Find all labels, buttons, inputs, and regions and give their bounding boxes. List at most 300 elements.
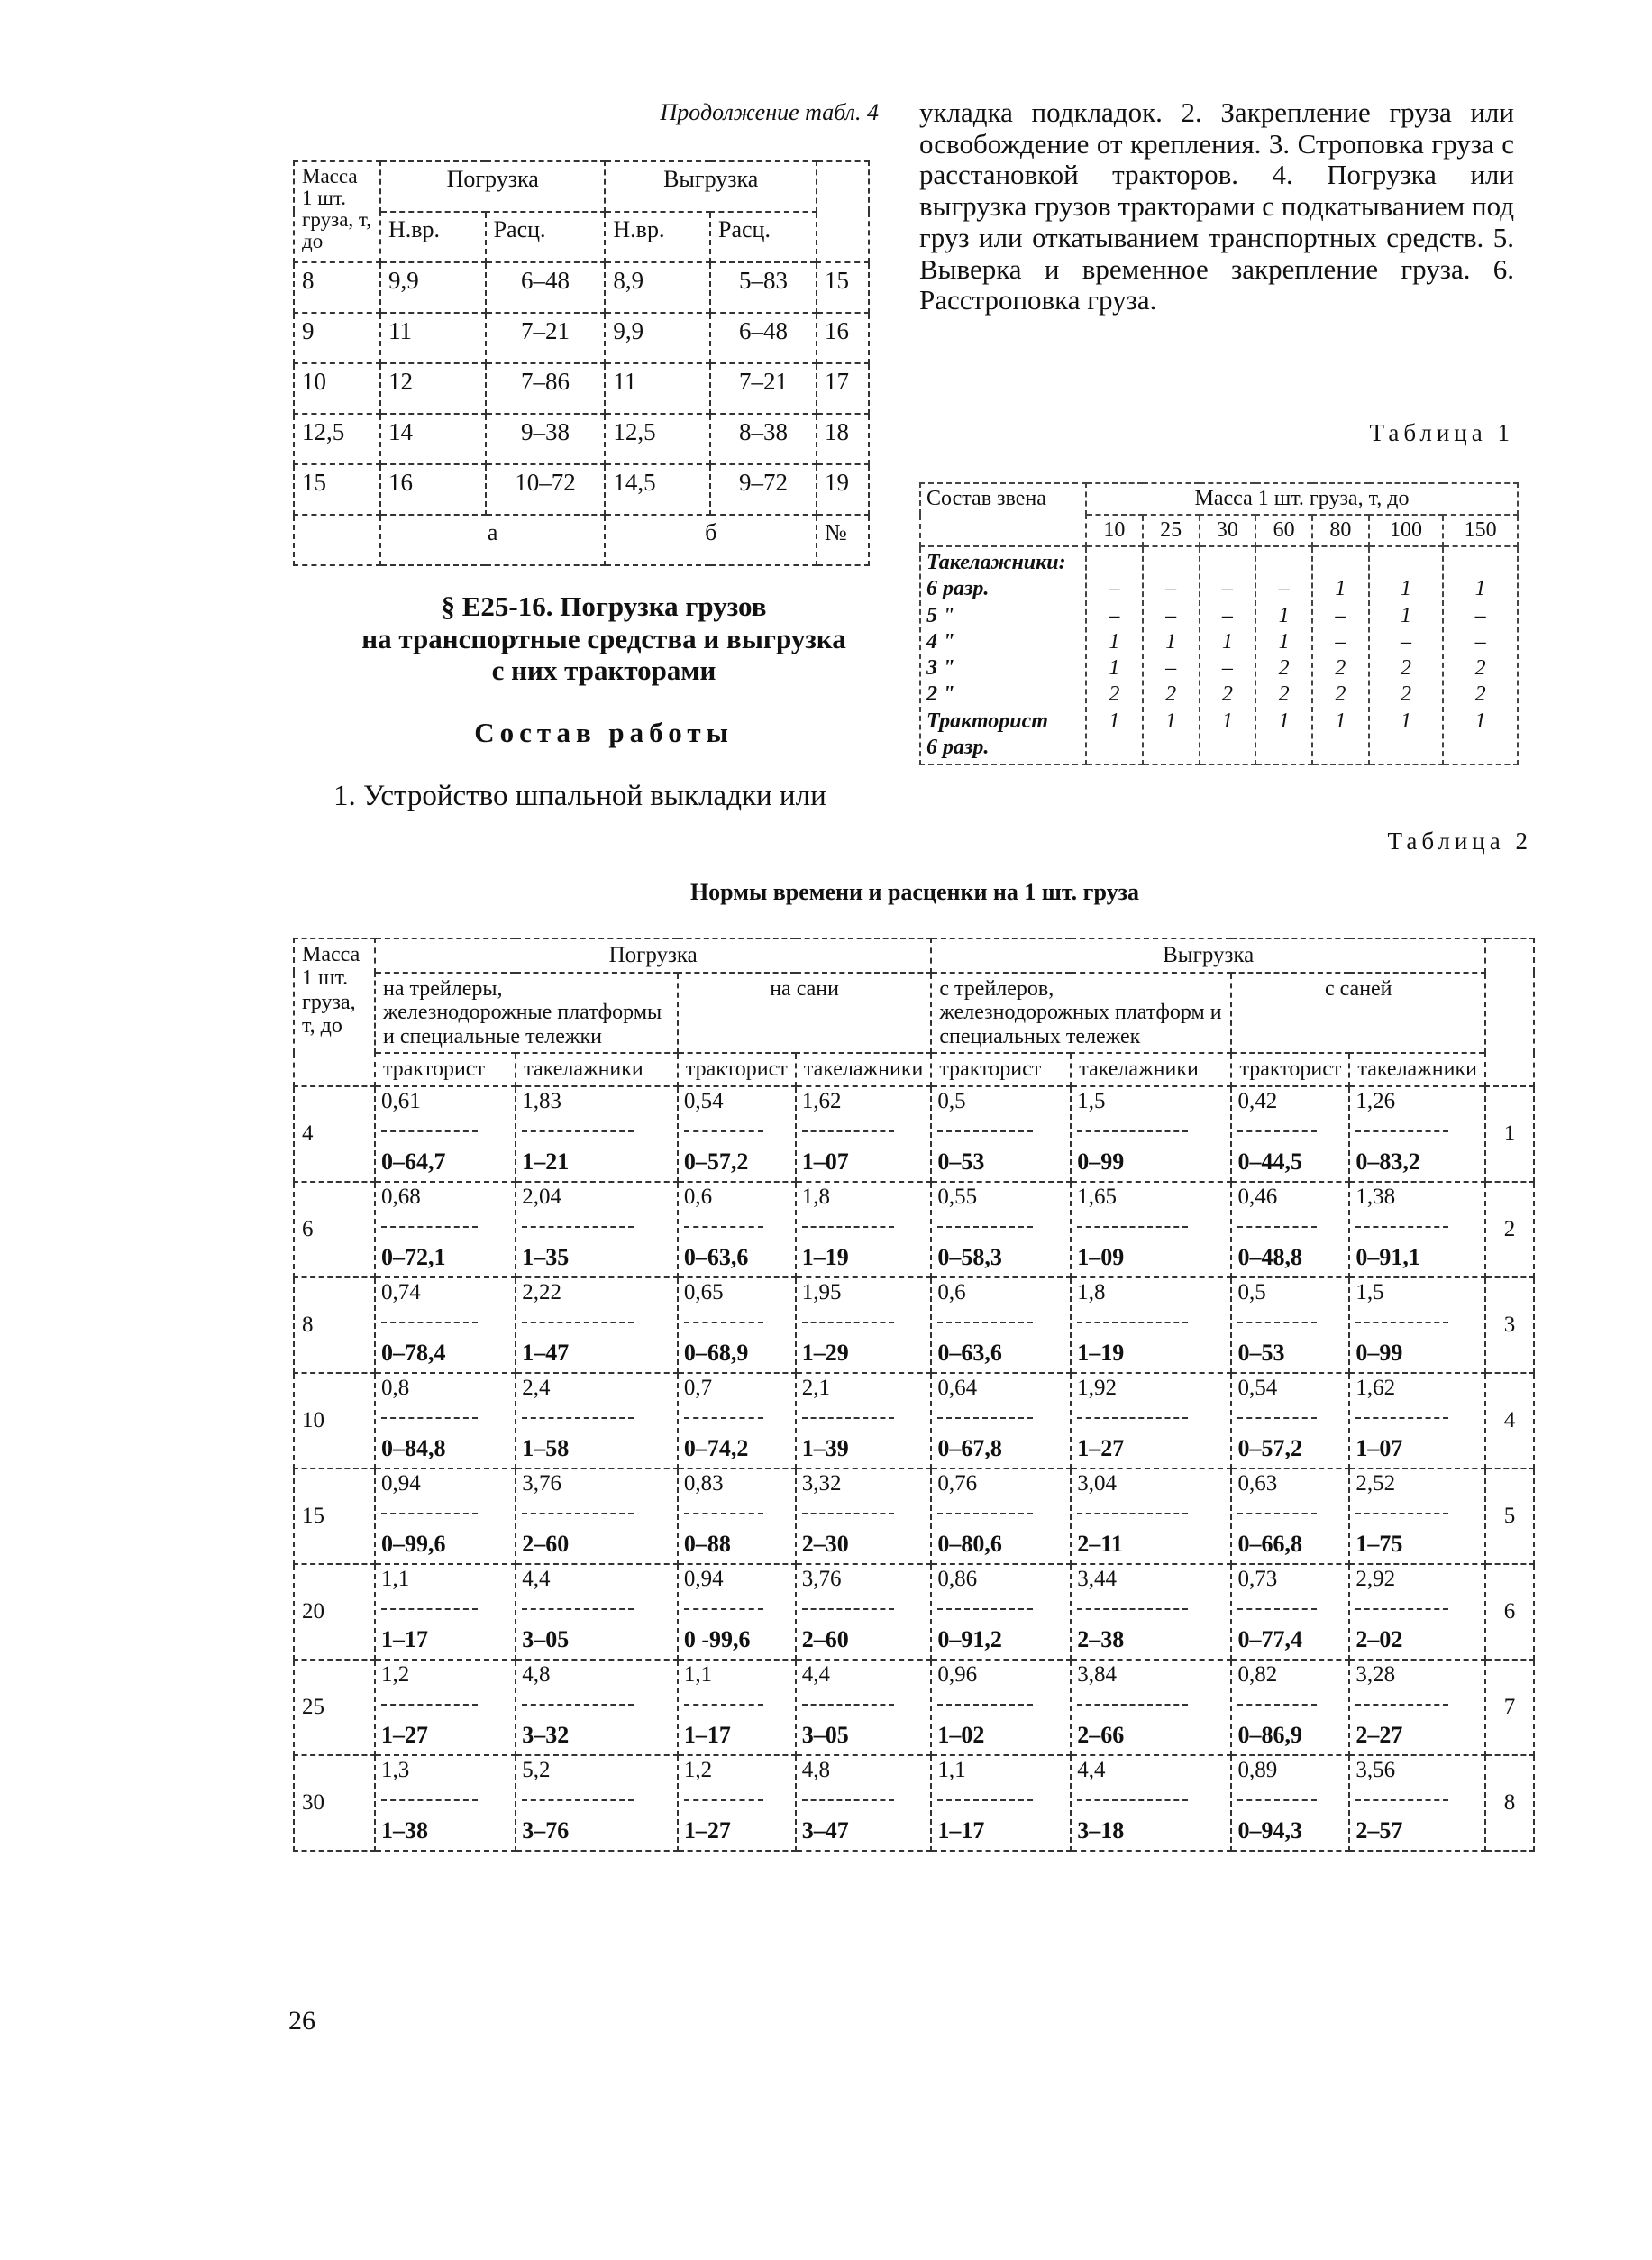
time-norm: 1,3 <box>381 1757 410 1782</box>
fraction-line <box>1077 1513 1188 1514</box>
table2-mass: 25 <box>294 1660 375 1755</box>
table4-footer-blank <box>294 515 380 565</box>
fraction-line <box>802 1226 894 1228</box>
fraction-line <box>381 1799 478 1801</box>
rate: 2–66 <box>1077 1721 1125 1748</box>
rate: 1–17 <box>683 1721 731 1748</box>
fraction-line <box>1077 1417 1188 1419</box>
norm-fraction <box>1355 1662 1479 1749</box>
norm-fraction <box>1355 1376 1479 1462</box>
table2-cell <box>796 1373 932 1469</box>
table1-value: – <box>1221 656 1233 681</box>
norm-fraction <box>381 1376 509 1462</box>
table2-cell <box>1349 1182 1485 1277</box>
work-description: укладка подкладок. 2. Закрепление груза или освобождение от крепления. 3. Строповка груза с расстановкой тракторов. 4. Погрузка или выгрузка грузов тракторами с подкатыванием под груз или откатыванием транспортных средств. 5. Выверка и временное закрепление груза. 6. Расстроповка груза. <box>919 96 1514 316</box>
rate: 2–38 <box>1077 1625 1125 1652</box>
table1-value: 2 <box>1278 682 1290 707</box>
time-norm: 1,1 <box>937 1757 966 1782</box>
norm-fraction <box>1237 1185 1343 1271</box>
table2-cell <box>375 1564 516 1660</box>
fraction-line <box>522 1322 634 1323</box>
rate: 2–57 <box>1355 1816 1403 1844</box>
time-norm: 1,38 <box>1355 1184 1396 1209</box>
table1-col-header: 100 <box>1369 515 1444 546</box>
table1-role: 2 " <box>926 682 955 707</box>
section-subtitle: Состав работы <box>474 717 734 748</box>
table1-role: 3 " <box>926 656 955 681</box>
table2-cell <box>1349 1086 1485 1182</box>
table1-value-column <box>1086 546 1143 764</box>
table4-cell: 9 <box>294 313 380 363</box>
table1-value: 1 <box>1401 709 1412 733</box>
norm-fraction <box>802 1089 926 1176</box>
table2-row-number: 8 <box>1485 1755 1534 1851</box>
table2-cell <box>1231 1277 1349 1373</box>
rate: 0–80,6 <box>937 1530 1002 1557</box>
rate: 3–47 <box>801 1816 849 1844</box>
norm-fraction <box>802 1567 926 1653</box>
table2-mass: 20 <box>294 1564 375 1660</box>
table2-cell <box>1071 1660 1231 1755</box>
norm-fraction <box>522 1376 671 1462</box>
table1-value: 1 <box>1335 577 1346 601</box>
table2-cell <box>1071 1277 1231 1373</box>
fraction-line <box>802 1608 894 1610</box>
table2-cell <box>1349 1755 1485 1851</box>
table4-header-rasc: Расц. <box>710 212 817 262</box>
time-norm: 0,83 <box>683 1470 724 1496</box>
time-norm: 1,5 <box>1077 1088 1106 1113</box>
norm-fraction <box>937 1471 1064 1558</box>
table2-header-tractor: тракторист <box>678 1053 796 1085</box>
table4-cell: 6–48 <box>710 313 817 363</box>
time-norm: 0,5 <box>1237 1279 1266 1304</box>
fraction-line <box>381 1417 478 1419</box>
norm-fraction <box>937 1758 1064 1844</box>
fraction-line <box>1355 1608 1447 1610</box>
table1-value: – <box>1474 629 1486 654</box>
time-norm: 4,4 <box>801 1661 831 1687</box>
table4-row <box>294 363 869 414</box>
table1-value: 1 <box>1278 629 1290 654</box>
time-norm: 3,76 <box>522 1470 561 1496</box>
norm-fraction <box>522 1567 671 1653</box>
table2-header-tractor: тракторист <box>375 1053 516 1085</box>
table2-row-number: 7 <box>1485 1660 1534 1755</box>
norm-fraction <box>684 1376 789 1462</box>
page-number: 26 <box>288 2006 315 2036</box>
time-norm: 1,62 <box>1355 1375 1396 1400</box>
time-norm: 0,86 <box>937 1566 978 1591</box>
table4-cell: 12,5 <box>605 414 710 464</box>
table2-header-trailers-unload: с трейлеров, железнодорожных платформ и специальных тележек <box>931 973 1231 1053</box>
rate: 0–48,8 <box>1237 1243 1302 1270</box>
norm-fraction <box>1077 1089 1225 1176</box>
rate: 1–47 <box>522 1339 570 1366</box>
table4-footer-b: б <box>605 515 817 565</box>
table2-header-riggers: такелажники <box>796 1053 932 1085</box>
fraction-line <box>1077 1608 1188 1610</box>
fraction-line <box>522 1130 634 1132</box>
table1-col-header: 25 <box>1143 515 1200 546</box>
table4-header-nvr: Н.вр. <box>605 212 710 262</box>
fraction-line <box>1237 1513 1317 1514</box>
section-title-line1: § Е25-16. Погрузка грузов <box>441 590 767 622</box>
table1-value: 1 <box>1335 709 1346 733</box>
norm-fraction <box>1355 1471 1479 1558</box>
norm-fraction <box>1077 1567 1225 1653</box>
time-norm: 0,65 <box>683 1279 724 1304</box>
table4-footer-no: № <box>817 515 869 565</box>
table4-cell: 16 <box>380 464 486 515</box>
table2-cell <box>516 1086 678 1182</box>
table1-roles <box>920 546 1086 764</box>
fraction-line <box>522 1513 634 1514</box>
norm-fraction <box>937 1662 1064 1749</box>
table1-role: 4 " <box>926 629 955 654</box>
norm-fraction <box>522 1089 671 1176</box>
rate: 1–38 <box>381 1816 428 1844</box>
time-norm: 0,54 <box>1237 1375 1278 1400</box>
table1-value: 1 <box>1165 709 1177 733</box>
table2-cell <box>931 1755 1071 1851</box>
rate: 0–57,2 <box>683 1148 749 1175</box>
norm-fraction <box>1077 1471 1225 1558</box>
norm-fraction <box>522 1471 671 1558</box>
table1-col-header: 30 <box>1200 515 1256 546</box>
rate: 1–27 <box>1077 1434 1125 1461</box>
table4-cell: 7–21 <box>710 363 817 414</box>
table1 <box>919 482 1519 765</box>
time-norm: 0,68 <box>381 1184 421 1209</box>
time-norm: 3,56 <box>1355 1757 1396 1782</box>
table2-cell <box>516 1277 678 1373</box>
table2-cell <box>796 1564 932 1660</box>
fraction-line <box>1355 1417 1447 1419</box>
rate: 3–05 <box>522 1625 570 1652</box>
time-norm: 0,74 <box>381 1279 421 1304</box>
table2-row <box>294 1086 1534 1182</box>
time-norm: 3,04 <box>1077 1470 1118 1496</box>
table1-value-column <box>1369 546 1444 764</box>
table1-value: – <box>1165 577 1177 601</box>
table4 <box>293 160 870 566</box>
table4-cell: 11 <box>380 313 486 363</box>
rate: 0–53 <box>937 1148 985 1175</box>
table2-cell <box>678 1755 796 1851</box>
fraction-line <box>684 1130 763 1132</box>
table2-cell <box>1071 1755 1231 1851</box>
table4-cell: 12,5 <box>294 414 380 464</box>
table2-header-riggers: такелажники <box>1071 1053 1231 1085</box>
time-norm: 0,94 <box>683 1566 724 1591</box>
rate: 0–99 <box>1077 1148 1125 1175</box>
norm-fraction <box>1237 1376 1343 1462</box>
norm-fraction <box>1077 1758 1225 1844</box>
time-norm: 1,26 <box>1355 1088 1396 1113</box>
rate: 1–27 <box>381 1721 428 1748</box>
rate: 2–02 <box>1355 1625 1403 1652</box>
rate: 0–74,2 <box>683 1434 749 1461</box>
fraction-line <box>937 1417 1033 1419</box>
table2-cell <box>375 1277 516 1373</box>
table2-header-riggers: такелажники <box>1349 1053 1485 1085</box>
norm-fraction <box>1237 1280 1343 1367</box>
table1-value-column <box>1255 546 1312 764</box>
norm-fraction <box>381 1567 509 1653</box>
table1-spacer <box>1319 550 1363 576</box>
fraction-line <box>937 1704 1033 1706</box>
fraction-line <box>522 1608 634 1610</box>
table4-row <box>294 262 869 313</box>
rate: 2–11 <box>1077 1530 1123 1557</box>
rate: 0 -99,6 <box>683 1625 751 1652</box>
table2-cell <box>375 1373 516 1469</box>
time-norm: 4,8 <box>801 1757 831 1782</box>
table2-cell <box>516 1469 678 1564</box>
time-norm: 0,55 <box>937 1184 978 1209</box>
time-norm: 0,73 <box>1237 1566 1278 1591</box>
fraction-line <box>522 1226 634 1228</box>
time-norm: 0,46 <box>1237 1184 1278 1209</box>
table1-value: 1 <box>1109 656 1120 681</box>
table1-spacer <box>1206 550 1250 576</box>
rate: 0–72,1 <box>381 1243 446 1270</box>
time-norm: 5,2 <box>522 1757 551 1782</box>
rate: 0–99,6 <box>381 1530 446 1557</box>
rate: 3–05 <box>801 1721 849 1748</box>
table1-value: – <box>1335 603 1346 627</box>
rate: 2–60 <box>522 1530 570 1557</box>
section-title-line2: на транспортные средства и выгрузка <box>361 622 846 654</box>
table4-row <box>294 464 869 515</box>
table2-header-mass: Масса 1 шт. груза, т, до <box>294 938 375 1086</box>
rate: 2–27 <box>1355 1721 1403 1748</box>
norm-fraction <box>937 1567 1064 1653</box>
time-norm: 1,1 <box>683 1661 713 1687</box>
norm-fraction <box>381 1471 509 1558</box>
table1-value: 1 <box>1109 709 1120 733</box>
table2-mass: 8 <box>294 1277 375 1373</box>
norm-fraction <box>1237 1662 1343 1749</box>
time-norm: 0,7 <box>683 1375 713 1400</box>
fraction-line <box>802 1799 894 1801</box>
time-norm: 0,63 <box>1237 1470 1278 1496</box>
table2-cell <box>931 1564 1071 1660</box>
rate: 0–84,8 <box>381 1434 446 1461</box>
norm-fraction <box>381 1280 509 1367</box>
table2-cell <box>678 1086 796 1182</box>
table2-cell <box>678 1469 796 1564</box>
table4-cell: 10 <box>294 363 380 414</box>
rate: 1–39 <box>801 1434 849 1461</box>
table4-cell: 16 <box>817 313 869 363</box>
time-norm: 1,2 <box>381 1661 410 1687</box>
table2-header-sleds-load: на сани <box>678 973 932 1053</box>
table2-cell <box>1349 1469 1485 1564</box>
norm-fraction <box>1237 1089 1343 1176</box>
table2-cell <box>678 1564 796 1660</box>
time-norm: 1,95 <box>801 1279 842 1304</box>
fraction-line <box>684 1608 763 1610</box>
table1-header-team: Состав звена <box>920 483 1086 546</box>
table2-row-number: 5 <box>1485 1469 1534 1564</box>
table2-cell <box>1231 1086 1349 1182</box>
rate: 0–66,8 <box>1237 1530 1302 1557</box>
table2-cell <box>516 1373 678 1469</box>
norm-fraction <box>381 1758 509 1844</box>
table4-cell: 17 <box>817 363 869 414</box>
table2-header-unload: Выгрузка <box>931 938 1485 973</box>
table2-cell <box>931 1182 1071 1277</box>
time-norm: 1,62 <box>801 1088 842 1113</box>
fraction-line <box>1355 1226 1447 1228</box>
table4-header-unload: Выгрузка <box>605 161 817 212</box>
rate: 0–91,2 <box>937 1625 1002 1652</box>
fraction-line <box>684 1799 763 1801</box>
table2-caption: Таблица 2 <box>1387 828 1532 855</box>
table2-cell <box>796 1277 932 1373</box>
time-norm: 0,89 <box>1237 1757 1278 1782</box>
table2-row <box>294 1373 1534 1469</box>
norm-fraction <box>522 1280 671 1367</box>
fraction-line <box>381 1322 478 1323</box>
rate: 0–58,3 <box>937 1243 1002 1270</box>
fraction-line <box>381 1513 478 1514</box>
rate: 1–19 <box>801 1243 849 1270</box>
table1-value: – <box>1278 577 1290 601</box>
table4-cell: 10–72 <box>486 464 606 515</box>
table2-cell <box>516 1755 678 1851</box>
table4-cell: 15 <box>294 464 380 515</box>
rate: 2–30 <box>801 1530 849 1557</box>
table2-cell <box>931 1277 1071 1373</box>
table1-value: – <box>1221 577 1233 601</box>
table2-cell <box>1231 1469 1349 1564</box>
rate: 0–88 <box>683 1530 731 1557</box>
norm-fraction <box>381 1662 509 1749</box>
fraction-line <box>381 1608 478 1610</box>
fraction-line <box>684 1322 763 1323</box>
norm-fraction <box>802 1471 926 1558</box>
time-norm: 0,64 <box>937 1375 978 1400</box>
fraction-line <box>1355 1799 1447 1801</box>
table1-role: 6 разр. <box>926 735 990 759</box>
rate: 0–68,9 <box>683 1339 749 1366</box>
norm-fraction <box>684 1471 789 1558</box>
time-norm: 2,92 <box>1355 1566 1396 1591</box>
fraction-line <box>1237 1226 1317 1228</box>
table2-row <box>294 1564 1534 1660</box>
table2-row <box>294 1755 1534 1851</box>
time-norm: 2,4 <box>522 1375 551 1400</box>
table1-role: 6 разр. <box>926 577 990 601</box>
rate: 1–17 <box>381 1625 428 1652</box>
table2-cell <box>678 1277 796 1373</box>
time-norm: 3,76 <box>801 1566 842 1591</box>
table2-cell <box>931 1086 1071 1182</box>
fraction-line <box>937 1799 1033 1801</box>
fraction-line <box>1077 1704 1188 1706</box>
time-norm: 0,54 <box>683 1088 724 1113</box>
table4-cell: 7–21 <box>486 313 606 363</box>
table2-cell <box>1071 1086 1231 1182</box>
rate: 0–57,2 <box>1237 1434 1302 1461</box>
table1-value: – <box>1335 629 1346 654</box>
time-norm: 2,52 <box>1355 1470 1396 1496</box>
section-title-line3: с них тракторами <box>491 654 716 687</box>
fraction-line <box>802 1513 894 1514</box>
time-norm: 1,8 <box>801 1184 831 1209</box>
time-norm: 0,82 <box>1237 1661 1278 1687</box>
table1-value: 1 <box>1109 629 1120 654</box>
fraction-line <box>1237 1608 1317 1610</box>
table2-cell <box>796 1660 932 1755</box>
norm-fraction <box>937 1089 1064 1176</box>
fraction-line <box>522 1417 634 1419</box>
section-title <box>297 590 910 687</box>
fraction-line <box>802 1130 894 1132</box>
table1-value: – <box>1221 603 1233 627</box>
fraction-line <box>1077 1322 1188 1323</box>
time-norm: 1,2 <box>683 1757 713 1782</box>
table2-cell <box>1349 1277 1485 1373</box>
table1-value-column <box>1312 546 1369 764</box>
table2-mass: 4 <box>294 1086 375 1182</box>
time-norm: 1,83 <box>522 1088 561 1113</box>
time-norm: 1,92 <box>1077 1375 1118 1400</box>
time-norm: 0,94 <box>381 1470 421 1496</box>
table2-cell <box>1231 1182 1349 1277</box>
table2-header-tractor: тракторист <box>931 1053 1071 1085</box>
rate: 1–29 <box>801 1339 849 1366</box>
table2-mass: 10 <box>294 1373 375 1469</box>
time-norm: 4,8 <box>522 1661 551 1687</box>
fraction-line <box>1355 1513 1447 1514</box>
table2-cell <box>1349 1373 1485 1469</box>
table2-row-number: 6 <box>1485 1564 1534 1660</box>
table1-col-header: 150 <box>1443 515 1518 546</box>
table1-spacer <box>1375 550 1438 576</box>
rate: 1–21 <box>522 1148 570 1175</box>
rate: 0–64,7 <box>381 1148 446 1175</box>
norm-fraction <box>937 1376 1064 1462</box>
table4-cell: 6–48 <box>486 262 606 313</box>
fraction-line <box>802 1417 894 1419</box>
fraction-line <box>802 1322 894 1323</box>
rate: 1–17 <box>937 1816 985 1844</box>
table2-mass: 6 <box>294 1182 375 1277</box>
table2-header-blank <box>1485 938 1534 1086</box>
rate: 0–86,9 <box>1237 1721 1302 1748</box>
table2-cell <box>1071 1182 1231 1277</box>
table4-cell: 15 <box>817 262 869 313</box>
norm-fraction <box>802 1280 926 1367</box>
table1-role: 5 " <box>926 603 955 627</box>
table4-cell: 8–38 <box>710 414 817 464</box>
table4-header-nvr: Н.вр. <box>380 212 486 262</box>
rate: 0–44,5 <box>1237 1148 1302 1175</box>
table4-footer-a: а <box>380 515 605 565</box>
fraction-line <box>1077 1226 1188 1228</box>
table1-col-header: 60 <box>1255 515 1312 546</box>
table2-header-trailers-load: на трейлеры, железнодорожные платформы и специальные тележки <box>375 973 678 1053</box>
fraction-line <box>684 1417 763 1419</box>
table4-cell: 7–86 <box>486 363 606 414</box>
table2-cell <box>516 1564 678 1660</box>
fraction-line <box>1077 1799 1188 1801</box>
table1-value: 1 <box>1221 629 1233 654</box>
